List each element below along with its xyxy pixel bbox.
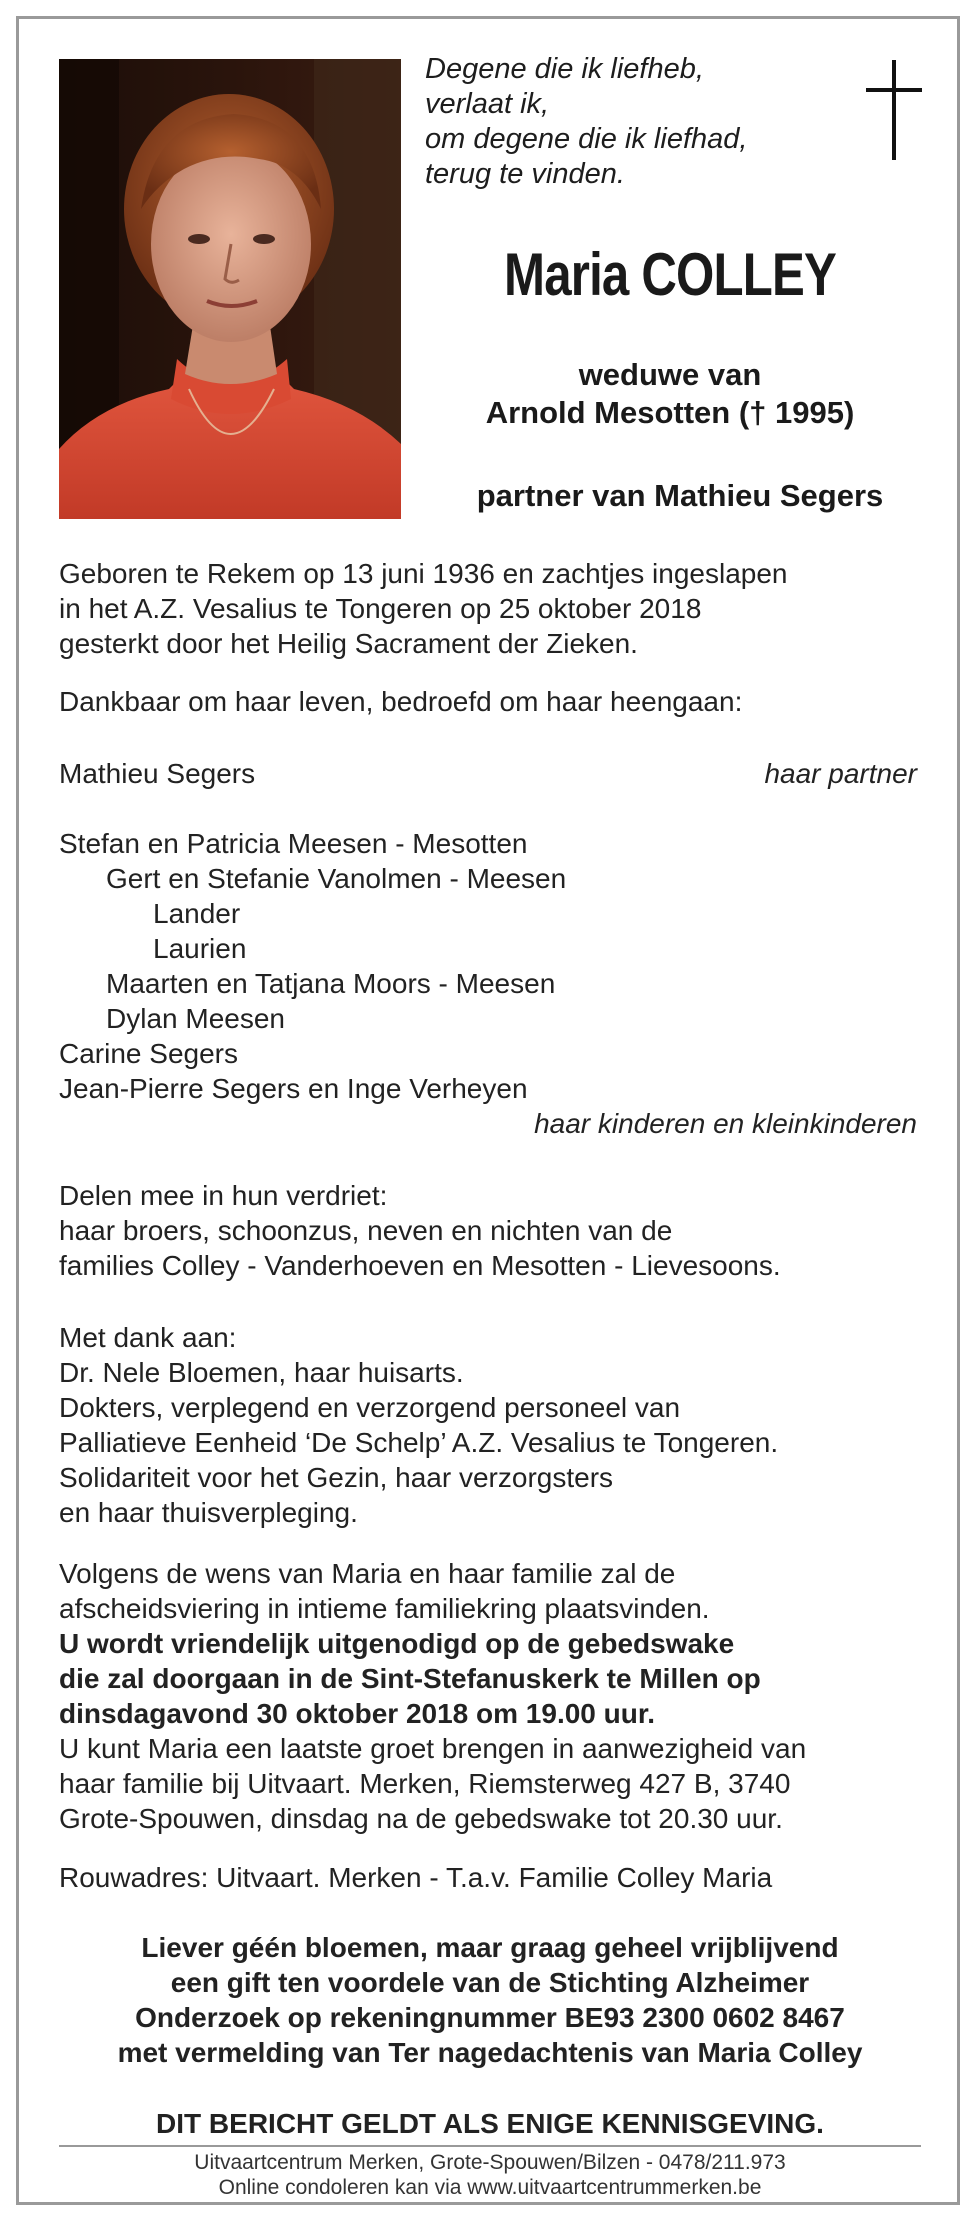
visit-line: U kunt Maria een laatste groet brengen in aanwezigheid van <box>59 1733 807 1764</box>
notice-text: DIT BERICHT GELDT ALS ENIGE KENNISGEVING. <box>156 2108 824 2139</box>
partner-of: partner van Mathieu Segers <box>476 478 884 513</box>
flowers-line: een gift ten voordele van de Stichting Alzheimer <box>170 1967 810 1998</box>
thanks-line: Palliatieve Eenheid ‘De Schelp’ A.Z. Vesalius te Tongeren. <box>59 1427 779 1458</box>
flowers-line: Onderzoek op rekeningnummer BE93 2300 0602 8467 <box>135 2002 845 2033</box>
family-member: Gert en Stefanie Vanolmen - Meesen <box>106 863 567 894</box>
partner-row <box>59 756 929 791</box>
partner-name: Mathieu Segers <box>59 758 256 789</box>
address-text: Rouwadres: Uitvaart. Merken - T.a.v. Familie Colley Maria <box>59 1862 773 1893</box>
thanks-line: en haar thuisverpleging. <box>59 1497 358 1528</box>
share-text <box>59 1178 929 1283</box>
verse-line: om degene die ik liefhad, <box>425 123 748 155</box>
visit-line: haar familie bij Uitvaart. Merken, Riemsterweg 427 B, 3740 <box>59 1768 791 1799</box>
portrait-photo <box>59 59 401 519</box>
wish-line: Volgens de wens van Maria en haar familie zal de <box>59 1558 676 1589</box>
share-line: haar broers, schoonzus, neven en nichten van de <box>59 1215 673 1246</box>
family-member: Lander <box>153 898 241 929</box>
family-member: Maarten en Tatjana Moors - Meesen <box>106 968 556 999</box>
birth-line: gesterkt door het Heilig Sacrament der Zieken. <box>59 628 638 659</box>
wish-line: afscheidsviering in intieme familiekring plaatsvinden. <box>59 1593 710 1624</box>
visit-line: Grote-Spouwen, dinsdag na de gebedswake tot 20.30 uur. <box>59 1803 783 1834</box>
thanks-line: Met dank aan: <box>59 1322 237 1353</box>
partner-role: haar partner <box>764 758 917 789</box>
thanks-line: Solidariteit voor het Gezin, haar verzorgsters <box>59 1462 614 1493</box>
footer-line: Uitvaartcentrum Merken, Grote-Spouwen/Bilzen - 0478/211.973 <box>194 2151 786 2174</box>
family-member: Stefan en Patricia Meesen - Mesotten <box>59 828 528 859</box>
deceased-name: Maria COLLEY <box>504 241 836 308</box>
thanks-text <box>59 1320 929 1530</box>
flowers-line: Liever géén bloemen, maar graag geheel vrijblijvend <box>141 1932 839 1963</box>
family-role: haar kinderen en kleinkinderen <box>534 1108 917 1139</box>
flowers-line: met vermelding van Ter nagedachtenis van Maria Colley <box>117 2037 863 2068</box>
grateful-text: Dankbaar om haar leven, bedroefd om haar heengaan: <box>59 686 743 717</box>
family-list <box>59 826 929 1141</box>
verse <box>425 52 747 192</box>
share-line: Delen mee in hun verdriet: <box>59 1180 388 1211</box>
ceremony-text <box>59 1556 929 1836</box>
family-member: Carine Segers <box>59 1038 238 1069</box>
widow-line: weduwe van <box>578 357 762 392</box>
footer <box>59 2150 921 2200</box>
thanks-line: Dokters, verplegend en verzorgend personeel van <box>59 1392 681 1423</box>
verse-line: Degene die ik liefheb, <box>425 53 704 85</box>
footer-line: Online condoleren kan via www.uitvaartcentrummerken.be <box>218 2176 762 2199</box>
family-member: Jean-Pierre Segers en Inge Verheyen <box>59 1073 528 1104</box>
cross-icon <box>866 60 922 160</box>
birth-text <box>59 556 929 661</box>
thanks-line: Dr. Nele Bloemen, haar huisarts. <box>59 1357 464 1388</box>
invite-line: die zal doorgaan in de Sint-Stefanuskerk te Millen op <box>59 1663 761 1694</box>
family-member: Dylan Meesen <box>106 1003 285 1034</box>
verse-line: terug te vinden. <box>425 158 625 190</box>
invite-line: dinsdagavond 30 oktober 2018 om 19.00 uur. <box>59 1698 655 1729</box>
flowers-text <box>59 1930 921 2070</box>
verse-line: verlaat ik, <box>425 88 550 120</box>
footer-divider <box>59 2145 921 2147</box>
birth-line: in het A.Z. Vesalius te Tongeren op 25 oktober 2018 <box>59 593 702 624</box>
invite-line: U wordt vriendelijk uitgenodigd op de gebedswake <box>59 1628 735 1659</box>
widow-of <box>420 356 920 432</box>
share-line: families Colley - Vanderhoeven en Mesotten - Lievesoons. <box>59 1250 781 1281</box>
family-member: Laurien <box>153 933 247 964</box>
birth-line: Geboren te Rekem op 13 juni 1936 en zachtjes ingeslapen <box>59 558 788 589</box>
widow-line: Arnold Mesotten († 1995) <box>485 395 855 430</box>
